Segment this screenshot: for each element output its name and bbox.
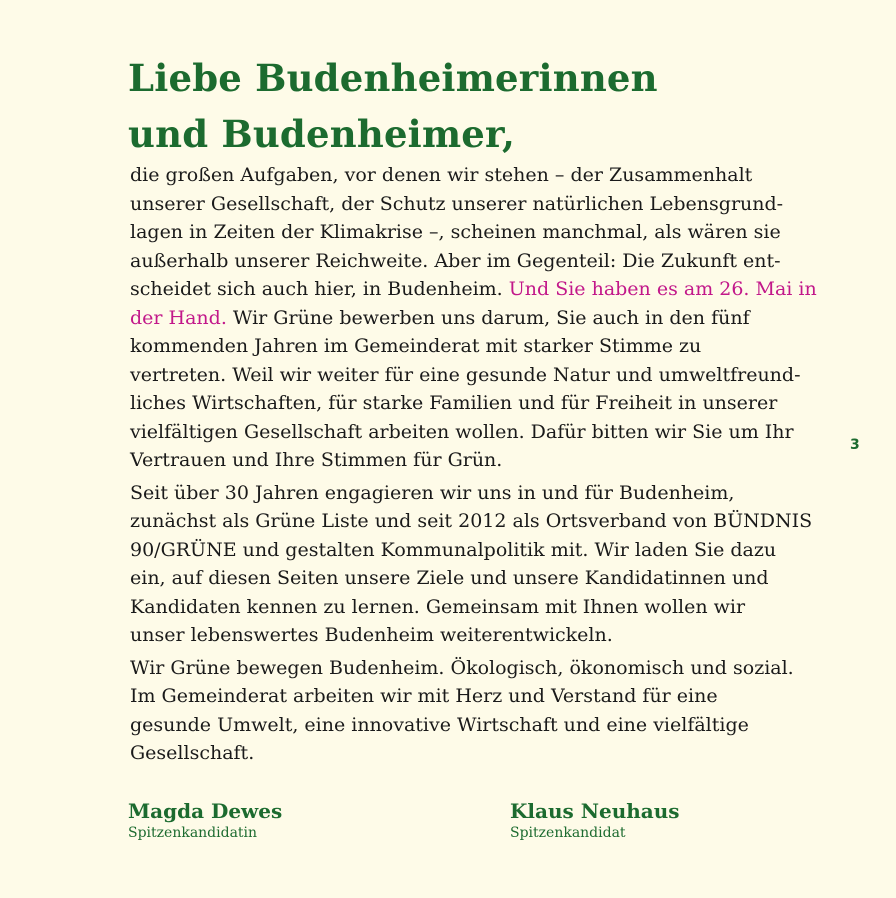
text-line: vielfältigen Gesellschaft arbeiten wollen. Dafür bitten wir Sie um Ihr: [130, 420, 794, 443]
signature-right: [510, 798, 680, 842]
text-line: gesunde Umwelt, eine innovative Wirtschaft und eine vielfältige: [130, 713, 749, 736]
text-line: Gesellschaft.: [130, 742, 255, 764]
signature-role: Spitzenkandidat: [510, 825, 626, 841]
text-line: vertreten. Weil wir weiter für eine gesunde Natur und umweltfreund-: [130, 363, 801, 386]
signature-left: [128, 798, 282, 842]
page-number: 3: [850, 437, 860, 453]
text-line: die großen Aufgaben, vor denen wir stehen – der Zusammenhalt: [130, 164, 753, 186]
text-line: lagen in Zeiten der Klimakrise –, scheinen manchmal, als wären sie: [130, 221, 781, 243]
highlighted-text: der Hand.: [130, 306, 227, 329]
text-line: unser lebenswertes Budenheim weiterentwickeln.: [130, 624, 613, 646]
text-line: [130, 275, 845, 304]
text-line: ein, auf diesen Seiten unsere Ziele und unsere Kandidatinnen und: [130, 567, 769, 589]
text-line: Seit über 30 Jahren engagieren wir uns in und für Budenheim,: [130, 481, 735, 504]
paragraph-3: [130, 654, 845, 768]
text-line: [130, 304, 845, 333]
signature-name: Klaus Neuhaus: [510, 799, 680, 823]
paragraph-2: [130, 479, 845, 650]
text-line: Im Gemeinderat arbeiten wir mit Herz und Verstand für eine: [130, 685, 718, 707]
text-line: Wir Grüne bewegen Budenheim. Ökologisch, ökonomisch und sozial.: [130, 656, 794, 679]
text-line: liches Wirtschaften, für starke Familien und für Freiheit in unserer: [130, 392, 778, 414]
highlighted-text: Und Sie haben es am 26. Mai in: [508, 278, 817, 300]
text-line: Vertrauen und Ihre Stimmen für Grün.: [130, 449, 503, 471]
paragraph-1: [130, 161, 845, 475]
text-line: zunächst als Grüne Liste und seit 2012 als Ortsverband von BÜNDNIS: [130, 510, 813, 532]
text-line: unserer Gesellschaft, der Schutz unserer natürlichen Lebensgrund-: [130, 192, 784, 215]
headline-line-2: und Budenheimer,: [128, 112, 516, 156]
letter-body: [130, 161, 845, 768]
text-segment: Wir Grüne bewerben uns darum, Sie auch in den fünf: [226, 306, 750, 329]
text-line: Kandidaten kennen zu lernen. Gemeinsam mit Ihnen wollen wir: [130, 595, 746, 618]
signature-name: Magda Dewes: [128, 799, 283, 823]
headline: [128, 50, 828, 162]
headline-line-1: Liebe Budenheimerinnen: [128, 56, 658, 100]
signature-role: Spitzenkandidatin: [128, 825, 258, 841]
text-line: 90/GRÜNE und gestalten Kommunalpolitik mit. Wir laden Sie dazu: [130, 538, 777, 561]
text-line: kommenden Jahren im Gemeinderat mit starker Stimme zu: [130, 335, 702, 357]
text-segment: scheidet sich auch hier, in Budenheim.: [130, 278, 509, 300]
text-line: außerhalb unserer Reichweite. Aber im Gegenteil: Die Zukunft ent-: [130, 249, 781, 272]
